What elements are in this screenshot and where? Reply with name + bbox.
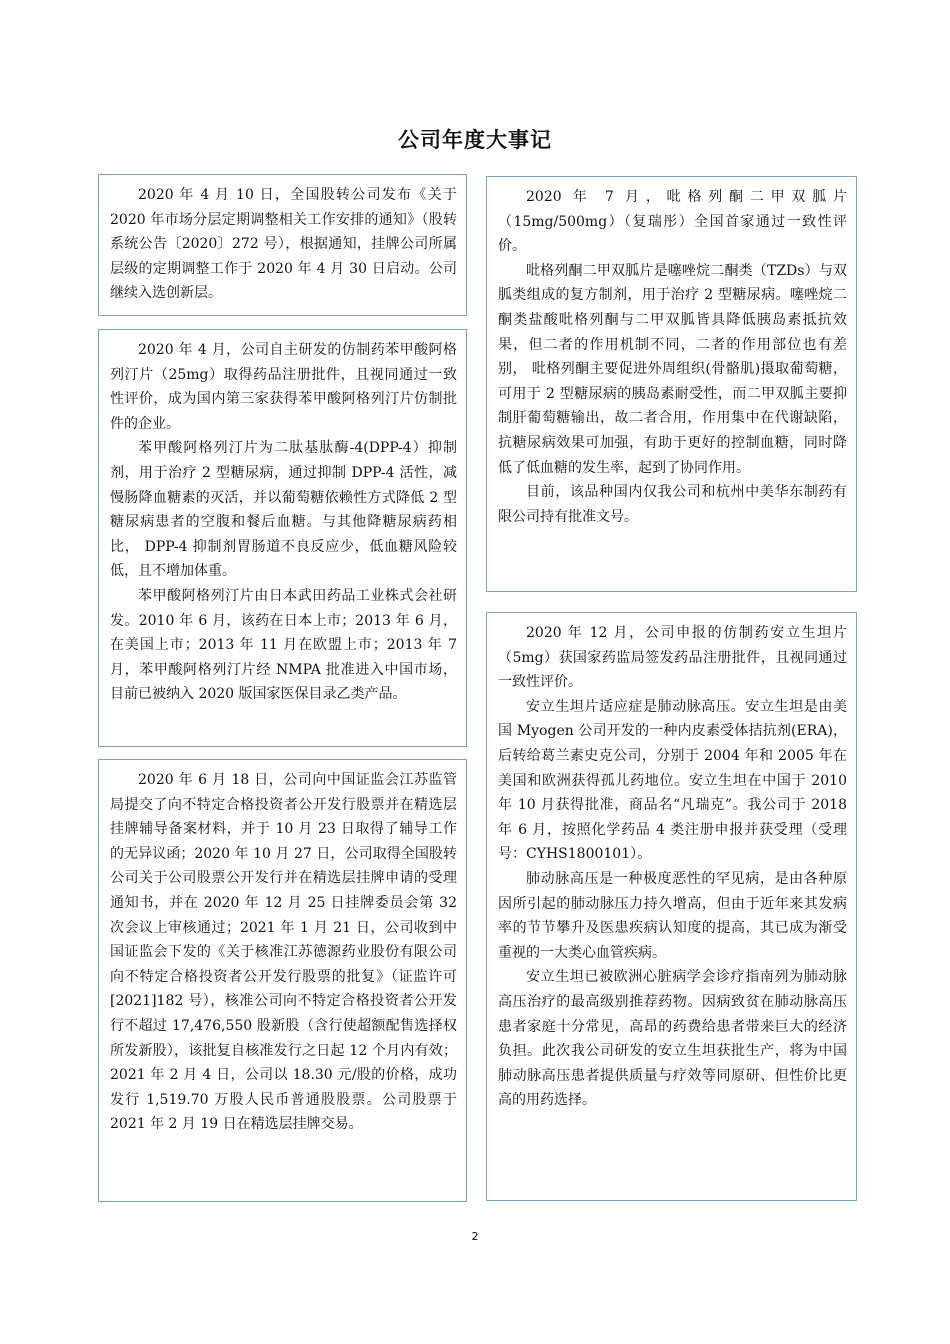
paragraph: 安立生坦片适应症是肺动脉高压。安立生坦是由美国 Myogen 公司开发的一种内皮素受体拮抗剂(ERA)，后转给葛兰素史克公司，分别于 2004 年和 2005 年在美国和欧洲获得孤儿药地位。安立生坦在中国于 2010 年 10 月获得批准，商品名“凡瑞克”。我公司于 2018 年 6 月，按照化学药品 4 类注册申报并获受理（受理号：CYHS1800101）。 xyxy=(498,698,847,863)
event-box-ambrisentan xyxy=(486,612,857,1201)
paragraph: 2020 年 4 月 10 日，全国股转公司发布《关于 2020 年市场分层定期调整相关工作安排的通知》（股转系统公告〔2020〕272 号），根据通知，挂牌公司所属层级的定期调整工作于 2020 年 4 月 30 日启动。公司继续入选创新层。 xyxy=(110,187,457,302)
paragraph: 肺动脉高压是一种极度恶性的罕见病，是由各种原因所引起的肺动脉压力持久增高，但由于近年来其发病率的节节攀升及医患疾病认知度的提高，其已成为渐受重视的一大类心血管疾病。 xyxy=(498,870,847,961)
paragraph: 吡格列酮二甲双胍片是噻唑烷二酮类（TZDs）与双胍类组成的复方制剂，用于治疗 2 型糖尿病。噻唑烷二酮类盐酸吡格列酮与二甲双胍皆具降低胰岛素抵抗效果，但二者的作用机制不同，二者的作用部位也有差别， 吡格列酮主要促进外周组织(骨骼肌)摄取葡萄糖，可用于 2 型糖尿病的胰岛素耐受性，而二甲双胍主要抑制肝葡萄糖输出，故二者合用，作用集中在代谢缺陷，抗糖尿病效果可加强，有助于更好的控制血糖，同时降低了低血糖的发生率，起到了协同作用。 xyxy=(498,262,847,476)
paragraph: 2020 年 7 月，吡格列酮二甲双胍片（15mg/500mg）（复瑞彤）全国首家通过一致性评价。 xyxy=(498,189,847,255)
event-box-pioglitazone-metformin xyxy=(486,176,857,592)
event-box-public-offering xyxy=(98,759,467,1202)
paragraph: 安立生坦已被欧洲心脏病学会诊疗指南列为肺动脉高压治疗的最高级别推荐药物。因病致贫在肺动脉高压患者家庭十分常见，高昂的药费给患者带来巨大的经济负担。此次我公司研发的安立生坦获批生产，将为中国肺动脉高压患者提供质量与疗效等同原研、但性价比更高的用药选择。 xyxy=(498,969,847,1109)
paragraph: 目前，该品种国内仅我公司和杭州中美华东制药有限公司持有批准文号。 xyxy=(498,484,847,525)
page-title: 公司年度大事记 xyxy=(398,128,552,152)
page-number: 2 xyxy=(471,1230,479,1243)
event-box-alogliptin xyxy=(98,329,467,747)
paragraph: 2020 年 4 月，公司自主研发的仿制药苯甲酸阿格列汀片（25mg）取得药品注册批件，且视同通过一致性评价，成为国内第三家获得苯甲酸阿格列汀片仿制批件的企业。 xyxy=(110,342,457,432)
paragraph: 2020 年 12 月，公司申报的仿制药安立生坦片（5mg）获国家药监局签发药品注册批件，且视同通过一致性评价。 xyxy=(498,625,847,691)
paragraph: 苯甲酸阿格列汀片为二肽基肽酶-4(DPP-4）抑制剂，用于治疗 2 型糖尿病，通过抑制 DPP-4 活性，减慢肠降血糖素的灭活，并以葡萄糖依赖性方式降低 2 型糖尿病患者的空腹和餐后血糖。与其他降糖尿病药相比， DPP-4 抑制剂胃肠道不良反应少，低血糖风险较低，且不增加体重。 xyxy=(110,440,457,580)
paragraph: 2020 年 6 月 18 日，公司向中国证监会江苏监管局提交了向不特定合格投资者公开发行股票并在精选层挂牌辅导备案材料，并于 10 月 23 日取得了辅导工作的无异议函；2020 年 10 月 27 日，公司取得全国股转公司关于公司股票公开发行并在精选层挂牌申请的受理通知书，并在 2020 年 12 月 25 日挂牌委员会第 32 次会议上审核通过；2021 年 1 月 21 日，公司收到中国证监会下发的《关于核准江苏德源药业股份有限公司向不特定合格投资者公开发行股票的批复》（证监许可[2021]182 号），核准公司向不特定合格投资者公开发行不超过 17,476,550 股新股（含行使超额配售选择权所发新股），该批复自核准发行之日起 12 个月内有效；2021 年 2 月 4 日，公司以 18.30 元/股的价格，成功发行 1,519.70 万股人民币普通股股票。公司股票于 2021 年 2 月 19 日在精选层挂牌交易。 xyxy=(110,772,457,1133)
paragraph: 苯甲酸阿格列汀片由日本武田药品工业株式会社研发。2010 年 6 月，该药在日本上市；2013 年 6 月，在美国上市；2013 年 11 月在欧盟上市；2013 年 7 月，苯甲酸阿格列汀片经 NMPA 批准进入中国市场，目前已被纳入 2020 版国家医保目录乙类产品。 xyxy=(110,587,457,703)
event-box-stratification xyxy=(98,174,467,316)
